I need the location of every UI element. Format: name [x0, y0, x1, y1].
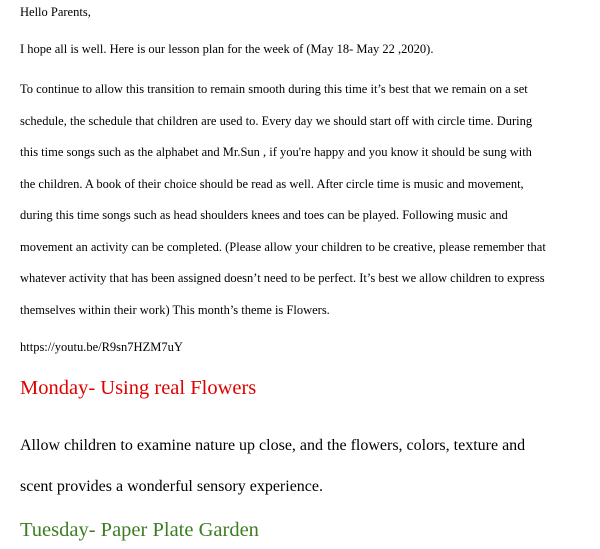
- paragraph-line: whatever activity that has been assigned doesn’t need to be perfect. It’s best we allow children to express: [20, 271, 545, 285]
- paragraph-line: this time songs such as the alphabet and Mr.Sun , if you're happy and you know it should be sung with: [20, 145, 532, 159]
- paragraph-line: schedule, the schedule that children are used to. Every day we should start off with circle time. During: [20, 113, 533, 128]
- monday-description: [20, 434, 595, 516]
- intro-text: I hope all is well. Here is our lesson plan for the week of (May 18- May 22 ,2020).: [20, 42, 434, 56]
- paragraph-line: To continue to allow this transition to remain smooth during this time it’s best that we remain on a set: [20, 82, 528, 96]
- monday-heading: Monday- Using real Flowers: [20, 377, 257, 399]
- paragraph-line: themselves within their work) This month’s theme is Flowers.: [20, 302, 330, 317]
- video-link[interactable]: https://youtu.be/R9sn7HZM7uY: [20, 340, 183, 354]
- greeting-text: Hello Parents,: [20, 5, 91, 19]
- lesson-paragraph: [20, 80, 590, 332]
- paragraph-line: during this time songs such as head shoulders knees and toes can be played. Following music and: [20, 208, 508, 222]
- monday-description-line: scent provides a wonderful sensory experience.: [20, 478, 323, 495]
- monday-description-line: Allow children to examine nature up close, and the flowers, colors, texture and: [20, 437, 526, 454]
- paragraph-line: movement an activity can be completed. (Please allow your children to be creative, please remember that: [20, 239, 546, 254]
- tuesday-heading: Tuesday- Paper Plate Garden: [20, 519, 259, 541]
- paragraph-line: the children. A book of their choice should be read as well. After circle time is music and movement,: [20, 176, 524, 191]
